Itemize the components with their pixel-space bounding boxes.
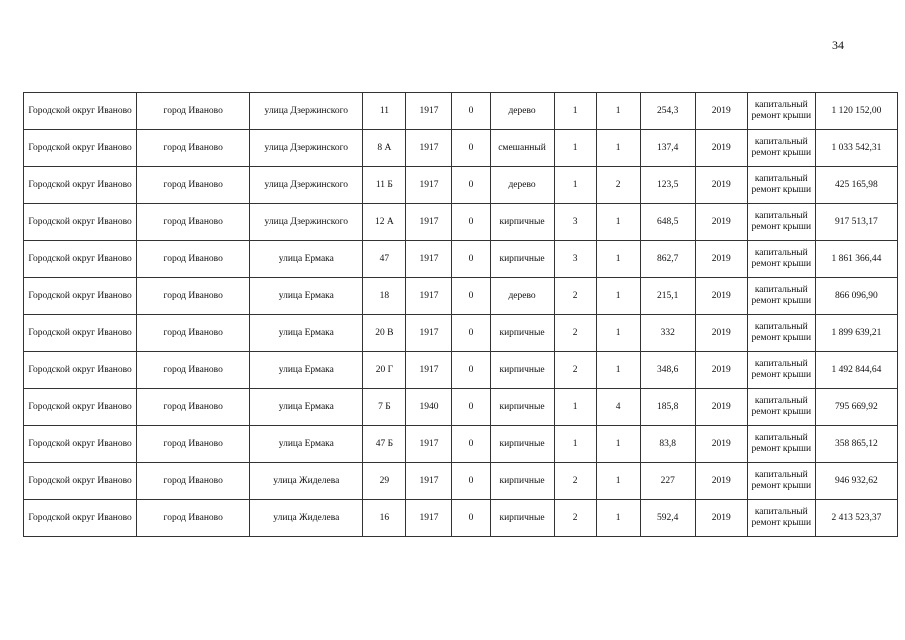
cell-flag: 0 (452, 389, 490, 426)
table-row (24, 167, 898, 204)
cell-area: 123,5 (640, 167, 695, 204)
cell-district: Городской округ Иваново (24, 278, 137, 315)
cell-entrances: 1 (596, 352, 640, 389)
cell-cost: 425 165,98 (815, 167, 897, 204)
cell-street: улица Дзержинского (250, 93, 363, 130)
cell-cost: 866 096,90 (815, 278, 897, 315)
cell-work-type: капитальный ремонт крыши (747, 352, 815, 389)
cell-area: 348,6 (640, 352, 695, 389)
cell-cost: 1 861 366,44 (815, 241, 897, 278)
cell-work-type: капитальный ремонт крыши (747, 463, 815, 500)
cell-flag: 0 (452, 426, 490, 463)
cell-material: кирпичные (490, 426, 554, 463)
cell-cost: 917 513,17 (815, 204, 897, 241)
cell-flag: 0 (452, 463, 490, 500)
cell-material: кирпичные (490, 389, 554, 426)
cell-cost: 1 899 639,21 (815, 315, 897, 352)
cell-house: 18 (363, 278, 406, 315)
cell-area: 137,4 (640, 130, 695, 167)
cell-district: Городской округ Иваново (24, 463, 137, 500)
table-row (24, 426, 898, 463)
cell-year: 1917 (406, 426, 452, 463)
housing-table (23, 92, 898, 537)
cell-floors: 1 (554, 167, 596, 204)
cell-cost: 1 492 844,64 (815, 352, 897, 389)
cell-street: улица Ермака (250, 241, 363, 278)
cell-work-type: капитальный ремонт крыши (747, 167, 815, 204)
cell-area: 83,8 (640, 426, 695, 463)
cell-floors: 3 (554, 204, 596, 241)
cell-city: город Иваново (137, 93, 250, 130)
cell-street: улица Ермака (250, 352, 363, 389)
cell-city: город Иваново (137, 241, 250, 278)
cell-year: 1917 (406, 167, 452, 204)
cell-material: дерево (490, 167, 554, 204)
cell-cost: 2 413 523,37 (815, 500, 897, 537)
page-number: 34 (832, 38, 844, 52)
cell-material: кирпичные (490, 204, 554, 241)
cell-house: 11 (363, 93, 406, 130)
cell-city: город Иваново (137, 389, 250, 426)
cell-year: 1917 (406, 93, 452, 130)
cell-city: город Иваново (137, 204, 250, 241)
cell-cost: 1 120 152,00 (815, 93, 897, 130)
cell-material: кирпичные (490, 500, 554, 537)
cell-plan-year: 2019 (695, 93, 747, 130)
cell-district: Городской округ Иваново (24, 500, 137, 537)
cell-city: город Иваново (137, 463, 250, 500)
cell-entrances: 1 (596, 204, 640, 241)
cell-plan-year: 2019 (695, 352, 747, 389)
cell-house: 29 (363, 463, 406, 500)
cell-material: кирпичные (490, 463, 554, 500)
cell-year: 1917 (406, 241, 452, 278)
cell-plan-year: 2019 (695, 426, 747, 463)
table-body (24, 93, 898, 537)
cell-floors: 2 (554, 352, 596, 389)
cell-cost: 946 932,62 (815, 463, 897, 500)
cell-floors: 1 (554, 389, 596, 426)
cell-flag: 0 (452, 352, 490, 389)
cell-flag: 0 (452, 500, 490, 537)
cell-street: улица Ермака (250, 278, 363, 315)
cell-plan-year: 2019 (695, 500, 747, 537)
cell-work-type: капитальный ремонт крыши (747, 93, 815, 130)
cell-flag: 0 (452, 130, 490, 167)
cell-district: Городской округ Иваново (24, 204, 137, 241)
cell-plan-year: 2019 (695, 389, 747, 426)
cell-entrances: 1 (596, 426, 640, 463)
cell-flag: 0 (452, 278, 490, 315)
cell-district: Городской округ Иваново (24, 167, 137, 204)
table-row (24, 204, 898, 241)
cell-material: смешанный (490, 130, 554, 167)
cell-area: 332 (640, 315, 695, 352)
cell-street: улица Ермака (250, 315, 363, 352)
cell-entrances: 4 (596, 389, 640, 426)
cell-plan-year: 2019 (695, 167, 747, 204)
table-row (24, 315, 898, 352)
cell-city: город Иваново (137, 352, 250, 389)
cell-entrances: 1 (596, 278, 640, 315)
cell-entrances: 1 (596, 500, 640, 537)
cell-street: улица Дзержинского (250, 167, 363, 204)
cell-area: 254,3 (640, 93, 695, 130)
cell-material: дерево (490, 93, 554, 130)
cell-district: Городской округ Иваново (24, 389, 137, 426)
cell-year: 1917 (406, 463, 452, 500)
table-row (24, 500, 898, 537)
cell-flag: 0 (452, 204, 490, 241)
cell-year: 1917 (406, 500, 452, 537)
cell-plan-year: 2019 (695, 463, 747, 500)
cell-district: Городской округ Иваново (24, 315, 137, 352)
cell-city: город Иваново (137, 500, 250, 537)
cell-street: улица Жиделева (250, 463, 363, 500)
cell-floors: 2 (554, 315, 596, 352)
cell-house: 20 Г (363, 352, 406, 389)
cell-house: 11 Б (363, 167, 406, 204)
cell-floors: 1 (554, 426, 596, 463)
cell-city: город Иваново (137, 278, 250, 315)
cell-work-type: капитальный ремонт крыши (747, 315, 815, 352)
cell-plan-year: 2019 (695, 278, 747, 315)
cell-floors: 1 (554, 93, 596, 130)
cell-material: кирпичные (490, 352, 554, 389)
cell-year: 1940 (406, 389, 452, 426)
table-row (24, 93, 898, 130)
cell-year: 1917 (406, 278, 452, 315)
cell-street: улица Ермака (250, 426, 363, 463)
cell-flag: 0 (452, 315, 490, 352)
cell-street: улица Жиделева (250, 500, 363, 537)
cell-district: Городской округ Иваново (24, 93, 137, 130)
cell-cost: 795 669,92 (815, 389, 897, 426)
cell-district: Городской округ Иваново (24, 241, 137, 278)
cell-plan-year: 2019 (695, 130, 747, 167)
cell-entrances: 1 (596, 241, 640, 278)
cell-area: 648,5 (640, 204, 695, 241)
cell-house: 7 Б (363, 389, 406, 426)
cell-area: 227 (640, 463, 695, 500)
cell-area: 862,7 (640, 241, 695, 278)
cell-work-type: капитальный ремонт крыши (747, 389, 815, 426)
cell-floors: 2 (554, 463, 596, 500)
table-row (24, 278, 898, 315)
cell-plan-year: 2019 (695, 241, 747, 278)
cell-year: 1917 (406, 315, 452, 352)
table-row (24, 130, 898, 167)
cell-house: 12 А (363, 204, 406, 241)
cell-district: Городской округ Иваново (24, 426, 137, 463)
cell-material: дерево (490, 278, 554, 315)
cell-cost: 358 865,12 (815, 426, 897, 463)
cell-material: кирпичные (490, 315, 554, 352)
cell-year: 1917 (406, 204, 452, 241)
cell-entrances: 1 (596, 315, 640, 352)
table-row (24, 463, 898, 500)
cell-work-type: капитальный ремонт крыши (747, 241, 815, 278)
cell-entrances: 1 (596, 463, 640, 500)
cell-area: 215,1 (640, 278, 695, 315)
cell-street: улица Дзержинского (250, 130, 363, 167)
cell-district: Городской округ Иваново (24, 130, 137, 167)
cell-work-type: капитальный ремонт крыши (747, 278, 815, 315)
cell-district: Городской округ Иваново (24, 352, 137, 389)
cell-house: 47 Б (363, 426, 406, 463)
cell-city: город Иваново (137, 315, 250, 352)
cell-entrances: 1 (596, 93, 640, 130)
cell-work-type: капитальный ремонт крыши (747, 130, 815, 167)
cell-year: 1917 (406, 352, 452, 389)
table-row (24, 389, 898, 426)
cell-flag: 0 (452, 167, 490, 204)
cell-floors: 3 (554, 241, 596, 278)
cell-entrances: 2 (596, 167, 640, 204)
cell-area: 185,8 (640, 389, 695, 426)
cell-floors: 2 (554, 278, 596, 315)
cell-flag: 0 (452, 241, 490, 278)
cell-house: 20 В (363, 315, 406, 352)
cell-work-type: капитальный ремонт крыши (747, 500, 815, 537)
cell-area: 592,4 (640, 500, 695, 537)
cell-material: кирпичные (490, 241, 554, 278)
table-row (24, 352, 898, 389)
cell-flag: 0 (452, 93, 490, 130)
cell-year: 1917 (406, 130, 452, 167)
cell-floors: 2 (554, 500, 596, 537)
cell-city: город Иваново (137, 130, 250, 167)
cell-house: 16 (363, 500, 406, 537)
cell-floors: 1 (554, 130, 596, 167)
cell-plan-year: 2019 (695, 204, 747, 241)
cell-work-type: капитальный ремонт крыши (747, 204, 815, 241)
table-row (24, 241, 898, 278)
cell-work-type: капитальный ремонт крыши (747, 426, 815, 463)
cell-street: улица Ермака (250, 389, 363, 426)
cell-plan-year: 2019 (695, 315, 747, 352)
cell-city: город Иваново (137, 426, 250, 463)
cell-street: улица Дзержинского (250, 204, 363, 241)
cell-city: город Иваново (137, 167, 250, 204)
cell-house: 47 (363, 241, 406, 278)
cell-entrances: 1 (596, 130, 640, 167)
cell-cost: 1 033 542,31 (815, 130, 897, 167)
cell-house: 8 А (363, 130, 406, 167)
